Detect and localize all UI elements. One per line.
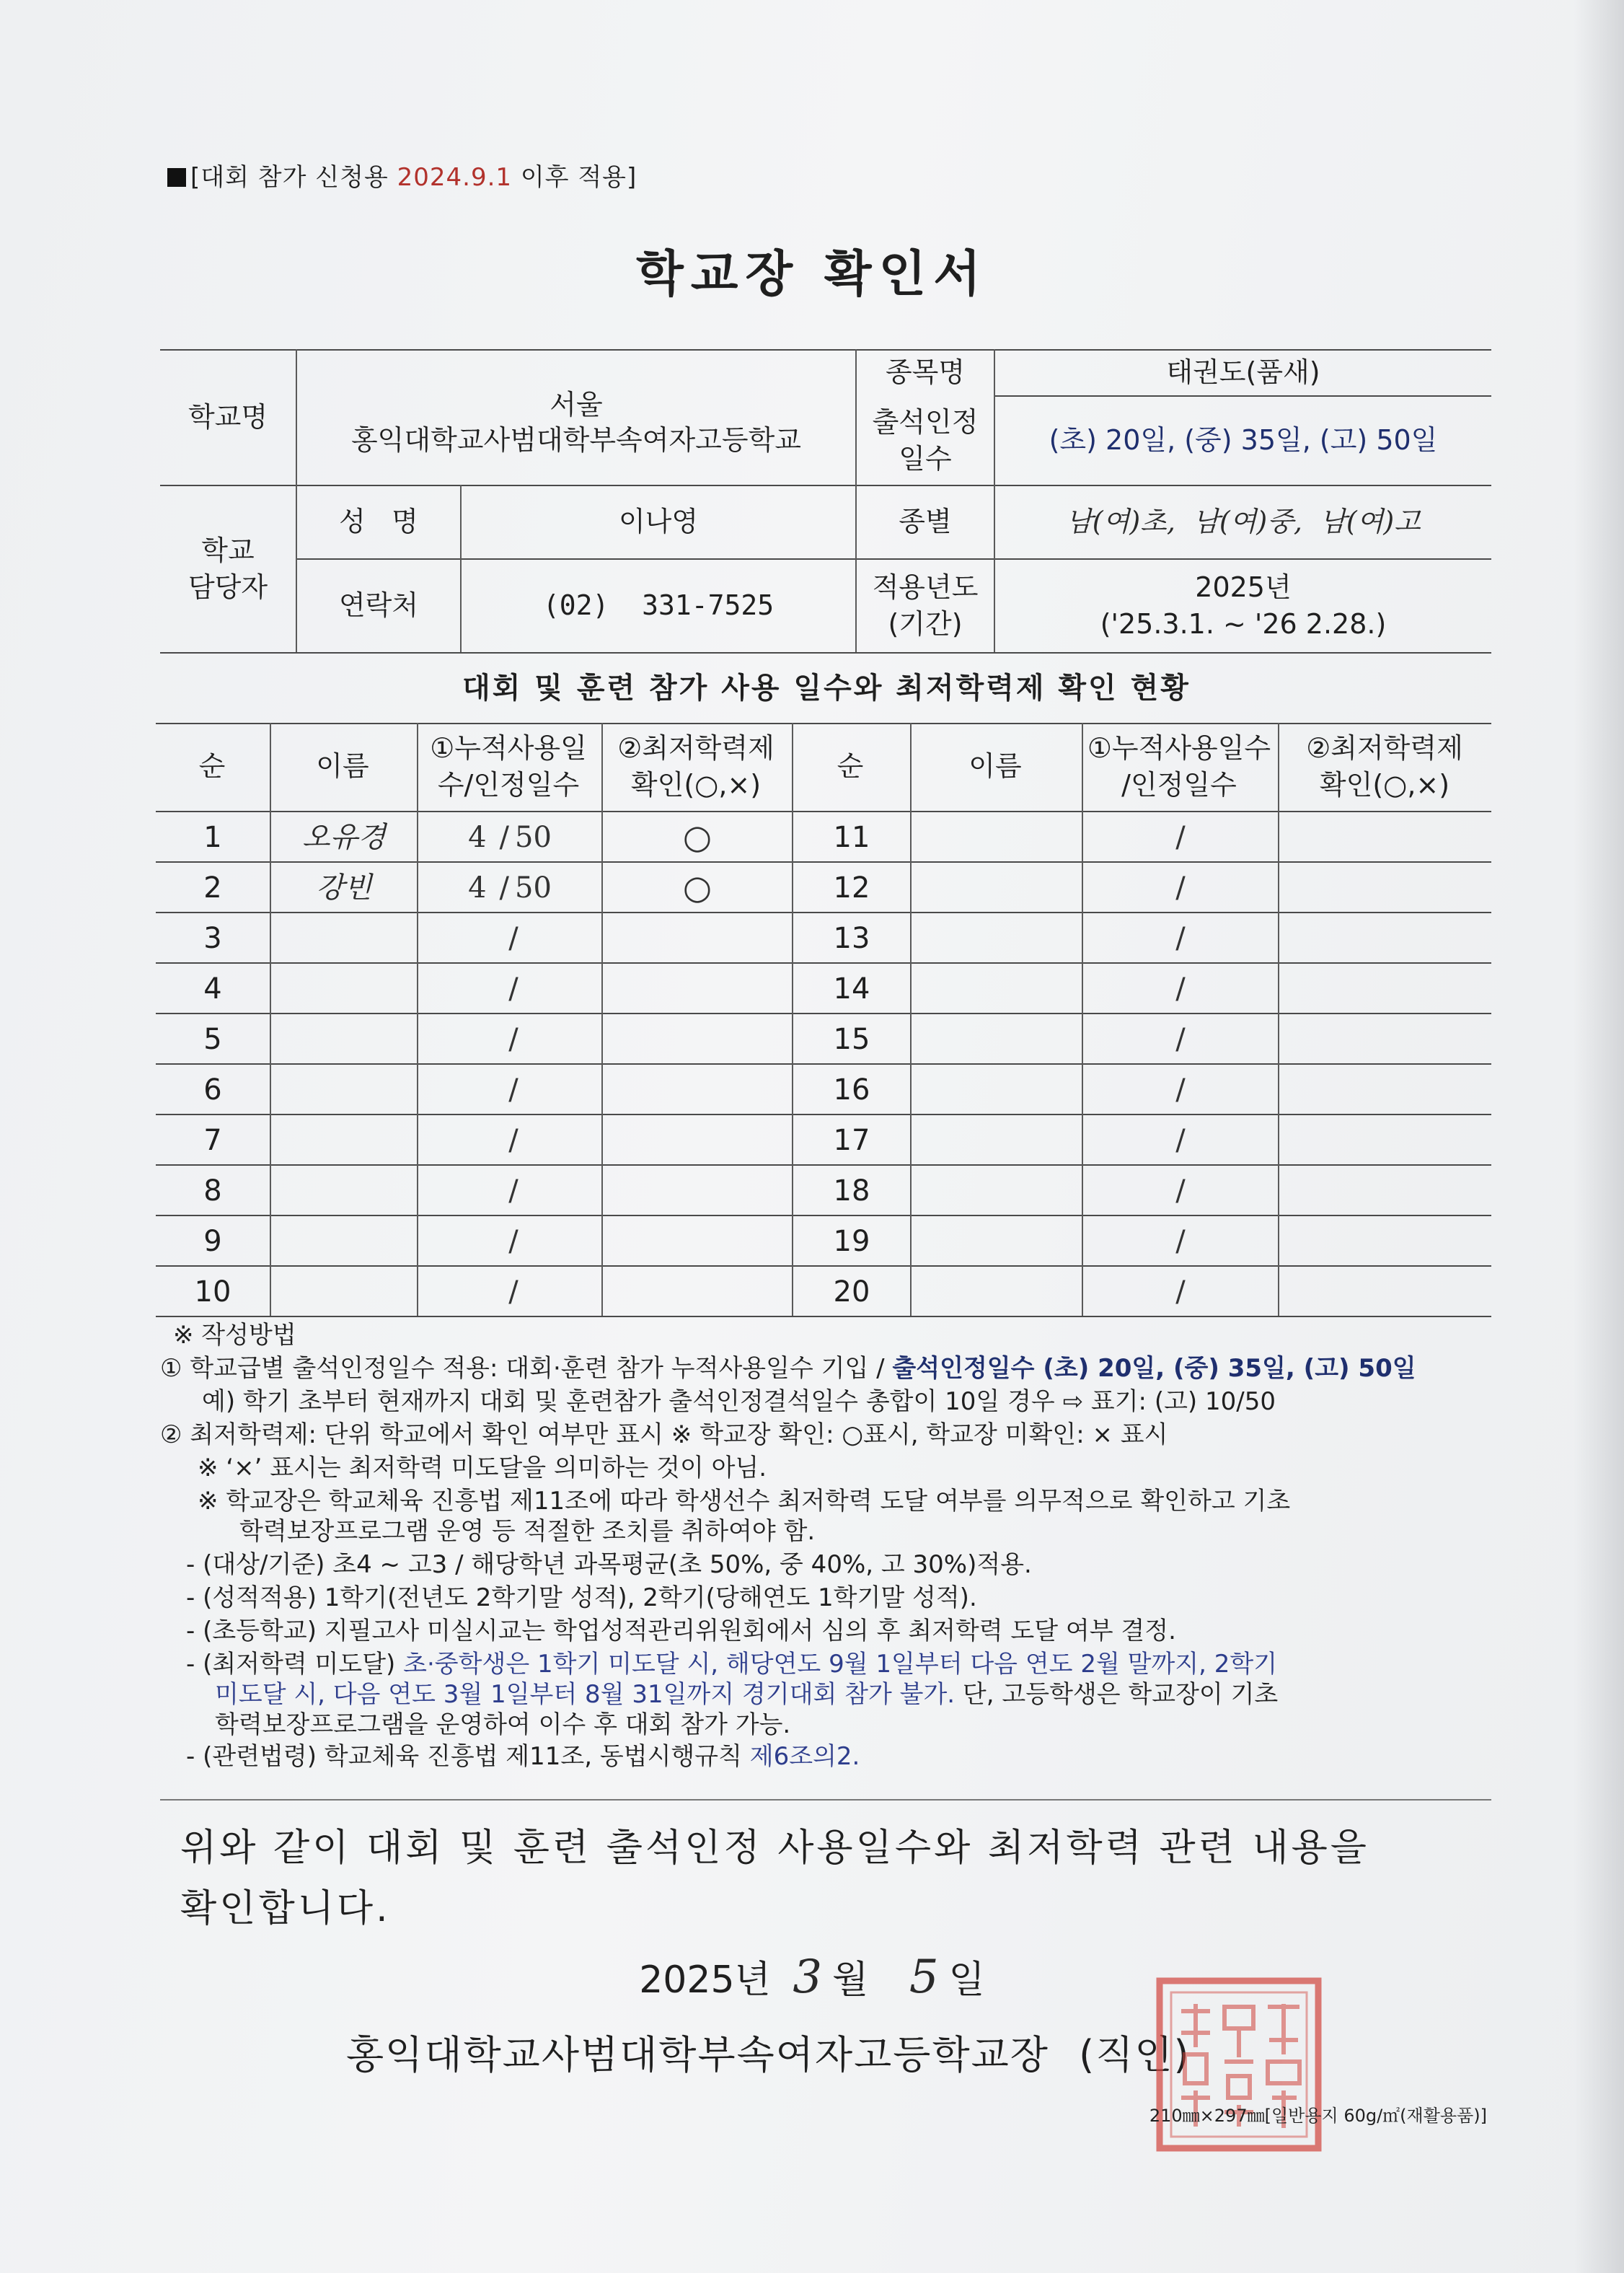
used-days-right: / — [1175, 1174, 1186, 1208]
row-number-right: 13 — [833, 922, 870, 955]
used-days-value: 4 — [468, 821, 487, 854]
min-academic-check-left — [603, 1065, 792, 1115]
row-number-left: 4 — [203, 972, 222, 1006]
used-days-right: / — [1175, 1275, 1186, 1309]
used-days-slash: / — [508, 1275, 518, 1309]
used-days-right: / — [1175, 821, 1186, 854]
athlete-name-right — [912, 1166, 1082, 1216]
header-min-academic-right: ②최저학력제 확인(○,×) — [1306, 731, 1463, 801]
athlete-name-right — [912, 913, 1082, 964]
header-name-left: 이름 — [316, 750, 369, 783]
min-academic-check-right — [1279, 964, 1491, 1014]
used-days-left — [418, 1115, 601, 1166]
date-month-handwritten: 3 — [793, 1951, 823, 2004]
instruction-2-note-b1: ※ 학교장은 학교체육 진흥법 제11조에 따라 학생선수 최저학력 도달 여부를 의무적으로 확인하고 기초 — [198, 1487, 1291, 1516]
sport-label: 종목명 — [885, 356, 966, 389]
header-used-days-left: ①누적사용일 수/인정일수 — [430, 731, 587, 801]
row-number-left: 5 — [203, 1023, 222, 1056]
athlete-name-right — [912, 1065, 1082, 1115]
used-days-slash: / — [499, 821, 510, 854]
min-academic-check-right — [1279, 863, 1491, 913]
min-academic-check-right — [1279, 1115, 1491, 1166]
square-bullet-icon — [167, 168, 186, 187]
row-number-left: 3 — [203, 922, 222, 955]
gender-value: 남(여)초, 남(여)중, 남(여)고 — [1066, 506, 1421, 538]
official-seal-stamp — [1152, 1975, 1325, 2155]
used-days-left — [418, 863, 601, 913]
seal-inscription: 홍익대학교사범대학부속여자고등학교장 — [1160, 1975, 1173, 1976]
athlete-name-right — [912, 1216, 1082, 1267]
header-no-right: 순 — [837, 750, 864, 783]
used-days-left — [418, 1216, 601, 1267]
instruction-1: ① 학교급별 출석인정일수 적용: 대회·훈련 참가 누적사용일수 기입 / 출석인정일수 (초) 20일, (중) 35일, (고) 50일 — [160, 1354, 1416, 1383]
row-number-left: 2 — [203, 871, 222, 905]
recognized-days-value: 50 — [515, 821, 552, 854]
athlete-name-left — [271, 964, 417, 1014]
athlete-name-left — [271, 1216, 417, 1267]
instructions-heading: ※ 작성방법 — [173, 1321, 296, 1350]
athlete-name-left — [271, 1115, 417, 1166]
row-number-left: 6 — [203, 1073, 222, 1107]
min-academic-check-right — [1279, 812, 1491, 863]
school-name-label: 학교명 — [187, 401, 268, 434]
used-days-left — [418, 964, 601, 1014]
athlete-name-right — [912, 1267, 1082, 1317]
principal-signature-line: 홍익대학교사범대학부속여자고등학교장 (직인) — [346, 2032, 1191, 2078]
manager-label: 학교 담당자 — [187, 534, 268, 603]
row-number-left: 10 — [194, 1275, 231, 1309]
row-number-left: 7 — [203, 1124, 222, 1157]
row-number-right: 11 — [833, 821, 870, 854]
min-academic-check-left — [603, 913, 792, 964]
contact-value: (02) 331-7525 — [542, 589, 775, 622]
gender-label: 종별 — [899, 506, 952, 538]
min-academic-check-left — [603, 1216, 792, 1267]
min-academic-check-left — [603, 1166, 792, 1216]
row-number-right: 15 — [833, 1023, 870, 1056]
detail-below-minimum: - (최저학력 미도달) 초·중학생은 1학기 미도달 시, 해당연도 9월 1일부터 다음 연도 2월 말까지, 2학기 — [186, 1650, 1278, 1679]
min-academic-check-left — [603, 1014, 792, 1065]
row-number-right: 17 — [833, 1124, 870, 1157]
athlete-name-left — [271, 1014, 417, 1065]
attendance-days-label: 출석인정 일수 — [872, 405, 979, 475]
page-edge-shadow — [1574, 0, 1624, 2273]
used-days-left — [418, 1166, 601, 1216]
paper-spec: 210㎜×297㎜[일반용지 60g/㎡(재활용품)] — [1149, 2106, 1487, 2126]
used-days-slash: / — [508, 922, 518, 955]
header-note: [대회 참가 신청용 2024.9.1 이후 적용] — [167, 157, 637, 193]
athlete-name-left — [271, 1166, 417, 1216]
used-days-slash: / — [508, 1124, 518, 1157]
header-no-left: 순 — [198, 750, 226, 783]
row-number-right: 16 — [833, 1073, 870, 1107]
header-used-days-right: ①누적사용일수 /인정일수 — [1087, 731, 1271, 801]
detail-laws: - (관련법령) 학교체육 진흥법 제11조, 동법시행규칙 제6조의2. — [186, 1742, 860, 1771]
used-days-slash: / — [508, 1225, 518, 1258]
used-days-slash: / — [499, 871, 510, 905]
recognized-days-value: 50 — [515, 871, 552, 905]
used-days-right: / — [1175, 871, 1186, 905]
instruction-2: ② 최저학력제: 단위 학교에서 확인 여부만 표시 ※ 학교장 확인: ○표시, 학교장 미확인: × 표시 — [160, 1420, 1168, 1449]
detail-elementary: - (초등학교) 지필고사 미실시교는 학업성적관리위원회에서 심의 후 최저학력 도달 여부 결정. — [186, 1617, 1176, 1645]
row-number-left: 9 — [203, 1225, 222, 1258]
manager-name-value: 이나영 — [618, 506, 699, 538]
detail-grades: - (성적적용) 1학기(전년도 2학기말 성적), 2학기(당해연도 1학기말 성적). — [186, 1583, 977, 1612]
header-note-date: 2024.9.1 — [397, 163, 513, 192]
used-days-value: 4 — [468, 871, 487, 905]
used-days-slash: / — [508, 1073, 518, 1107]
used-days-slash: / — [508, 1174, 518, 1208]
used-days-right: / — [1175, 1225, 1186, 1258]
used-days-slash: / — [508, 1023, 518, 1056]
min-academic-check-left — [603, 964, 792, 1014]
school-name-value: 서울 홍익대학교사범대학부속여자고등학교 — [350, 388, 802, 456]
min-academic-check-left — [603, 1115, 792, 1166]
athlete-name-right — [912, 1115, 1082, 1166]
apply-year-value: 2025년 ('25.3.1. ~ '26 2.28.) — [1100, 571, 1387, 640]
instruction-2-note-a: ※ ‘×’ 표시는 최저학력 미도달을 의미하는 것이 아님. — [198, 1454, 767, 1482]
min-academic-check-left — [603, 1267, 792, 1317]
athlete-name-left — [271, 913, 417, 964]
athlete-name-left: 강빈 — [316, 871, 372, 905]
status-section-title: 대회 및 훈련 참가 사용 일수와 최저학력제 확인 현황 — [462, 672, 1191, 705]
min-academic-check-right — [1279, 913, 1491, 964]
sport-value: 태권도(품새) — [1166, 356, 1320, 389]
min-academic-check-right — [1279, 1065, 1491, 1115]
used-days-right: / — [1175, 1124, 1186, 1157]
min-academic-check-right — [1279, 1267, 1491, 1317]
row-number-right: 14 — [833, 972, 870, 1006]
apply-year-label: 적용년도 (기간) — [872, 571, 979, 640]
used-days-right: / — [1175, 1073, 1186, 1107]
instruction-1-example: 예) 학기 초부터 현재까지 대회 및 훈련참가 출석인정결석일수 총합이 10일 경우 ⇨ 표기: (고) 10/50 — [202, 1387, 1276, 1416]
athlete-name-left — [271, 1065, 417, 1115]
used-days-left — [418, 1267, 601, 1317]
instruction-2-note-b2: 학력보장프로그램 운영 등 적절한 조치를 취하여야 함. — [239, 1517, 816, 1546]
row-number-left: 1 — [203, 821, 222, 854]
detail-below-minimum-3: 학력보장프로그램을 운영하여 이수 후 대회 참가 가능. — [215, 1710, 791, 1739]
used-days-slash: / — [508, 972, 518, 1006]
confirmation-text: 위와 같이 대회 및 훈련 출석인정 사용일수와 최저학력 관련 내용을 확인합니다. — [180, 1826, 1370, 1930]
row-number-right: 12 — [833, 871, 870, 905]
row-number-right: 19 — [833, 1225, 870, 1258]
used-days-left — [418, 1014, 601, 1065]
athlete-name-right — [912, 1014, 1082, 1065]
athlete-name-right — [912, 964, 1082, 1014]
used-days-left — [418, 913, 601, 964]
athlete-name-right — [912, 812, 1082, 863]
row-number-right: 18 — [833, 1174, 870, 1208]
used-days-left — [418, 812, 601, 863]
manager-name-label: 성 명 — [339, 506, 418, 538]
athlete-name-left: 오유경 — [302, 821, 386, 854]
row-number-left: 8 — [203, 1174, 222, 1208]
min-academic-check-right — [1279, 1014, 1491, 1065]
min-academic-check-right — [1279, 1216, 1491, 1267]
confirmation-date: 2025년 3 월 5 일 — [639, 1951, 985, 2004]
attendance-days-value: (초) 20일, (중) 35일, (고) 50일 — [1049, 424, 1438, 457]
used-days-right: / — [1175, 972, 1186, 1006]
used-days-left — [418, 1065, 601, 1115]
document-title: 학교장 확인서 — [636, 246, 988, 303]
min-academic-check-right — [1279, 1166, 1491, 1216]
date-day-handwritten: 5 — [909, 1951, 939, 2004]
detail-below-minimum-2: 미도달 시, 다음 연도 3월 1일부터 8월 31일까지 경기대회 참가 불가. 단, 고등학생은 학교장이 기초 — [215, 1680, 1279, 1709]
min-academic-check-left: ○ — [682, 817, 712, 857]
athlete-name-left — [271, 1267, 417, 1317]
detail-target: - (대상/기준) 초4 ~ 고3 / 해당학년 과목평균(초 50%, 중 40%, 고 30%)적용. — [186, 1550, 1032, 1579]
contact-label: 연락처 — [338, 589, 419, 622]
used-days-right: / — [1175, 1023, 1186, 1056]
used-days-right: / — [1175, 922, 1186, 955]
min-academic-check-left: ○ — [682, 868, 712, 907]
row-number-right: 20 — [833, 1275, 870, 1309]
athlete-name-right — [912, 863, 1082, 913]
header-name-right: 이름 — [968, 750, 1022, 783]
header-min-academic-left: ②최저학력제 확인(○,×) — [617, 731, 775, 801]
